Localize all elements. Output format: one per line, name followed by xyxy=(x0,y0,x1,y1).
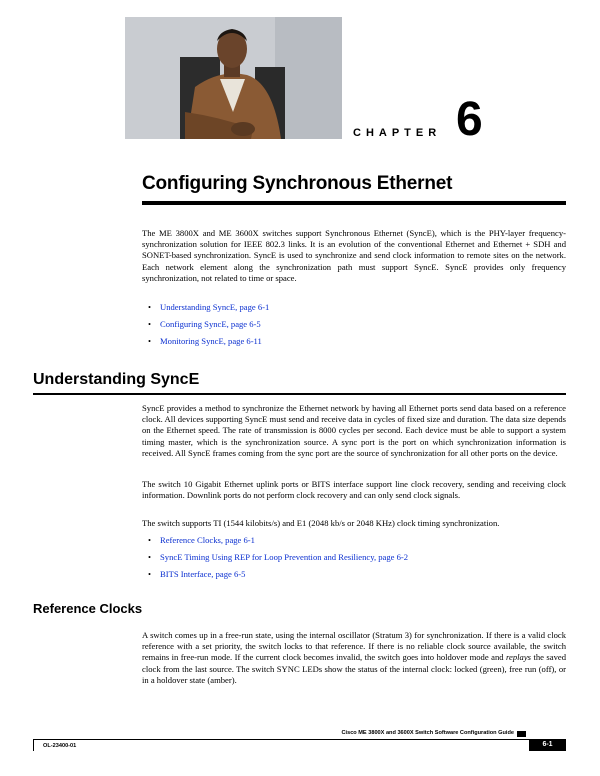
section2-text-b: the saved clock from the last source. The switch SYNC LEDs show the status of the internal clock: locked (green), free run (off), or in a holdover state (amber). xyxy=(142,652,566,685)
section2-emphasis: replays xyxy=(506,652,531,663)
footer-rule xyxy=(33,739,566,740)
chapter-label: CHAPTER xyxy=(353,127,442,139)
footer-left-bar xyxy=(33,739,34,751)
bullet-icon: • xyxy=(148,552,152,562)
chapter-number: 6 xyxy=(456,93,483,146)
bullet-icon: • xyxy=(148,336,152,346)
footer-page-number: 6-1 xyxy=(529,739,566,751)
link-configuring-synce[interactable]: Configuring SyncE, page 6-5 xyxy=(160,319,261,329)
intro-link-list xyxy=(142,299,566,350)
page-title: Configuring Synchronous Ethernet xyxy=(142,173,453,194)
list-item[interactable] xyxy=(142,532,566,549)
bullet-icon: • xyxy=(148,535,152,545)
link-monitoring-synce[interactable]: Monitoring SyncE, page 6-11 xyxy=(160,336,262,346)
bullet-icon: • xyxy=(148,569,152,579)
section-heading-reference-clocks: Reference Clocks xyxy=(33,601,143,616)
link-understanding-synce[interactable]: Understanding SyncE, page 6-1 xyxy=(160,302,270,312)
bullet-icon: • xyxy=(148,302,152,312)
section-rule xyxy=(33,393,566,395)
list-item[interactable] xyxy=(142,333,566,350)
link-bits-interface[interactable]: BITS Interface, page 6-5 xyxy=(160,569,246,579)
footer-doc-number: OL-23400-01 xyxy=(43,743,77,749)
link-reference-clocks[interactable]: Reference Clocks, page 6-1 xyxy=(160,535,255,545)
section2-paragraph xyxy=(142,630,566,686)
intro-paragraph: The ME 3800X and ME 3600X switches support Synchronous Ethernet (SyncE), which is the PHY-layer frequency-synchronization solution for IEEE 802.3 links. It is an evolution of the conventional Ethernet and Ethernet + SDH and SONET-based synchronization. SyncE is used to synchronize and send clock information to remote sites on the network. Each network element along the synchronization path must support SyncE. SyncE provides only frequency synchronization, not related to time or space. xyxy=(142,228,566,283)
list-item[interactable] xyxy=(142,316,566,333)
section1-paragraph-1: SyncE provides a method to synchronize the Ethernet network by having all Ethernet ports send data based on a reference clock. All devices supporting SyncE must send and receive data in cycles of fixed size and duration. The data size depends on the Ethernet speed. The rate of transmission is 8000 cycles per second. Each device must be able to support a system timing master, which is the synchronization source. A sync port is the port on which synchronization information is received. All SyncE frames coming from the sync port are the source of synchronization for all other ports on the device. xyxy=(142,403,566,458)
section1-link-list xyxy=(142,532,566,583)
footer-mark xyxy=(517,731,526,737)
bullet-icon: • xyxy=(148,319,152,329)
footer-guide-title: Cisco ME 3800X and 3600X Switch Software Configuration Guide xyxy=(341,730,514,736)
list-item[interactable] xyxy=(142,566,566,583)
list-item[interactable] xyxy=(142,549,566,566)
person-photo-icon xyxy=(125,17,342,139)
title-rule xyxy=(142,201,566,205)
list-item[interactable] xyxy=(142,299,566,316)
link-synce-timing-rep[interactable]: SyncE Timing Using REP for Loop Prevention and Resiliency, page 6-2 xyxy=(160,552,409,562)
section-heading-understanding-synce: Understanding SyncE xyxy=(33,371,200,388)
section1-paragraph-3: The switch supports TI (1544 kilobits/s) and E1 (2048 kb/s or 2048 KHz) clock timing synchronization. xyxy=(142,518,500,528)
chapter-photo xyxy=(125,17,342,139)
section2-text-a: A switch comes up in a free-run state, using the internal oscillator (Stratum 3) for synchronization. If there is a valid clock reference with a set priority, the switch locks to that reference. If there is no reliable clock source available, the switch remains in free-run mode. If the current clock becomes invalid, the switch goes into holdover mode and xyxy=(142,630,566,663)
section1-paragraph-2: The switch 10 Gigabit Ethernet uplink ports or BITS interface support line clock recovery, sending and receiving clock information. Downlink ports do not perform clock recovery and can only send clock signals. xyxy=(142,479,566,501)
